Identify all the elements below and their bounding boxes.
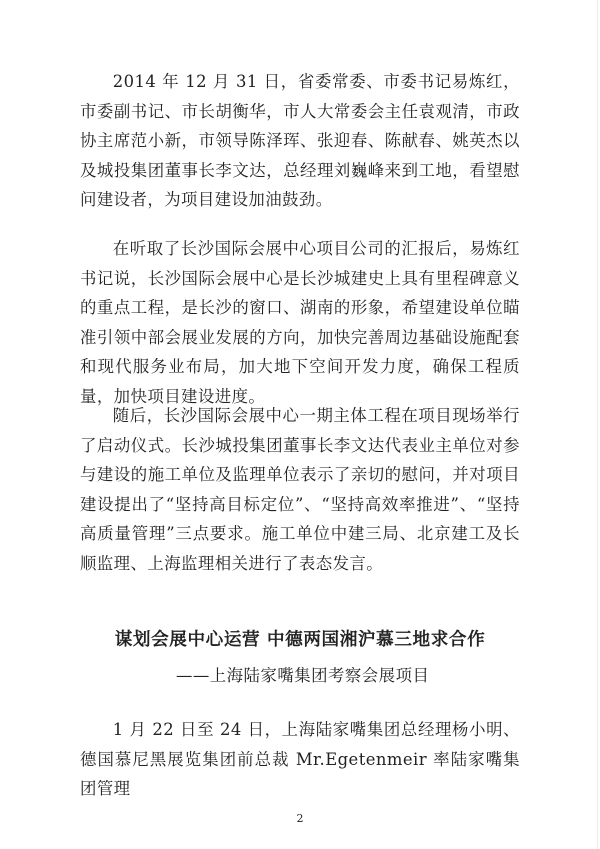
article2-paragraph-1 — [80, 715, 520, 804]
article1-paragraph-1 — [80, 67, 520, 215]
paragraph-text: 2014 年 12 月 31 日，省委常委、市委书记易炼红，市委副书记、市长胡衡华，市人大常委会主任袁观清，市政协主席范小新，市领导陈泽珲、张迎春、陈献春、姚英杰以及城投集团董事长李文达，总经理刘巍峰来到工地，看望慰问建设者，为项目建设加油鼓劲。 — [80, 72, 520, 210]
paragraph-text: 1 月 22 日至 24 日，上海陆家嘴集团总经理杨小明、德国慕尼黑展览集团前总裁 Mr.Egetenmeir 率陆家嘴集团管理 — [80, 720, 520, 799]
article2-title: 谋划会展中心运营 中德两国湘沪慕三地求合作 — [114, 629, 486, 650]
page-number: 2 — [296, 812, 304, 825]
paragraph-text: 在听取了长沙国际会展中心项目公司的汇报后，易炼红书记说，长沙国际会展中心是长沙城建史上具有里程碑意义的重点工程，是长沙的窗口、湖南的形象，希望建设单位瞄准引领中部会展业发展的方向，加快完善周边基础设施配套和现代服务业布局，加大地下空间开发力度，确保工程质量，加快项目建设进度。 — [80, 239, 520, 406]
article1-paragraph-2 — [80, 234, 520, 412]
paragraph-text: 随后，长沙国际会展中心一期主体工程在项目现场举行了启动仪式。长沙城投集团董事长李文达代表业主单位对参与建设的施工单位及监理单位表示了亲切的慰问，并对项目建设提出了“坚持高目标定位”、“坚持高效率推进”、“坚持高质量管理”三点要求。施工单位中建三局、北京建工及长顺监理、上海监理相关进行了表态发言。 — [80, 406, 520, 573]
article1-paragraph-3 — [80, 401, 520, 579]
article2-subtitle: ——上海陆家嘴集团考察会展项目 — [176, 666, 430, 685]
page-edge-line — [597, 0, 598, 849]
